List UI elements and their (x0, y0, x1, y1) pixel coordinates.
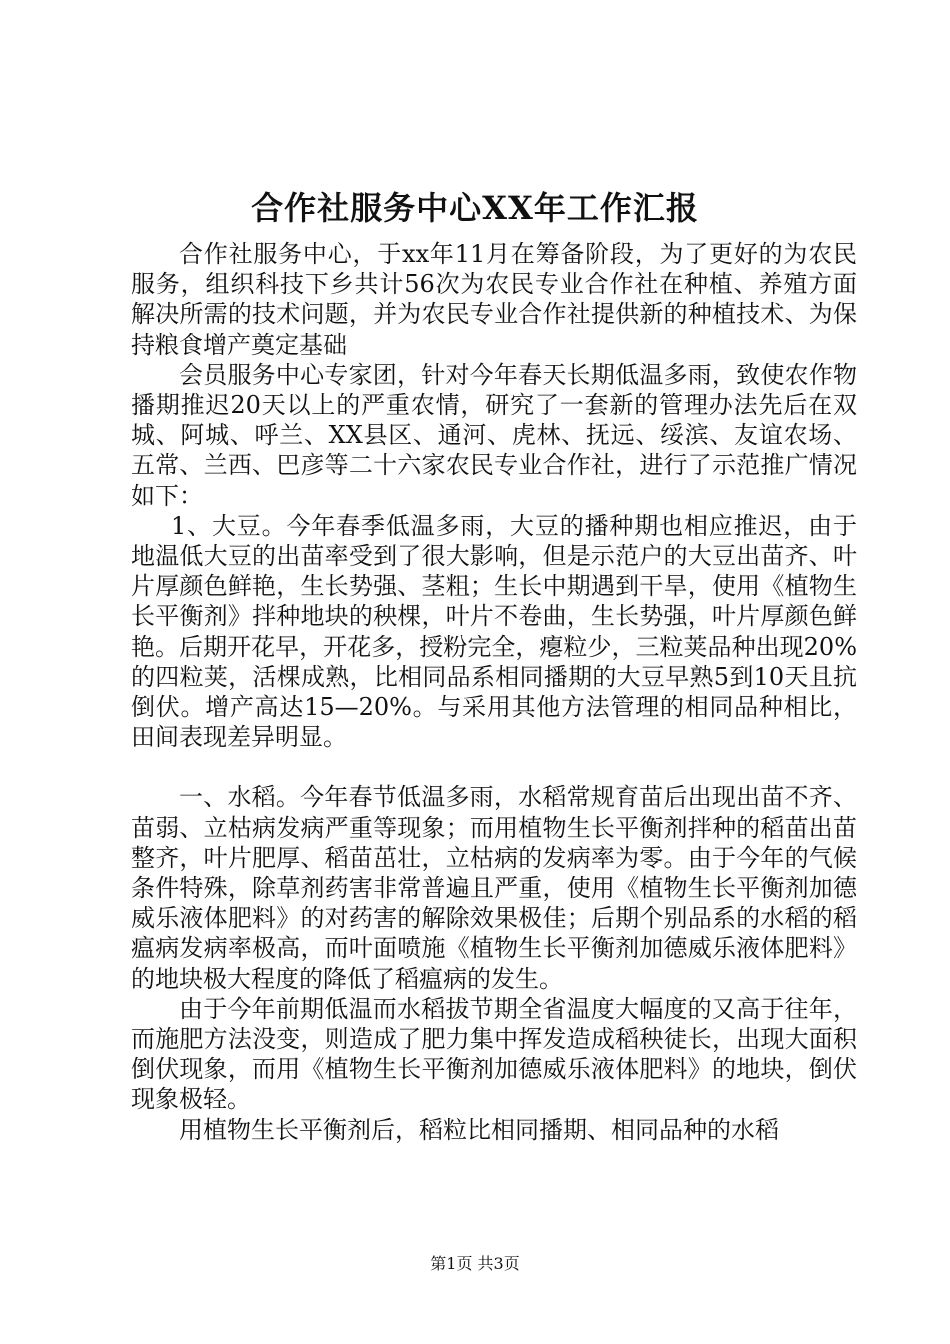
paragraph-gap (131, 752, 857, 782)
paragraph-expert-team: 会员服务中心专家团，针对今年春天长期低温多雨，致使农作物播期推迟20天以上的严重农情，研究了一套新的管理办法先后在双城、阿城、呼兰、XX县区、通河、虎林、抚远、绥滨、友谊农场、五常、兰西、巴彦等二十六家农民专业合作社，进行了示范推广情况如下： (131, 360, 857, 510)
paragraph-rice: 一、水稻。今年春节低温多雨，水稻常规育苗后出现出苗不齐、苗弱、立枯病发病严重等现象；而用植物生长平衡剂拌种的稻苗出苗整齐，叶片肥厚、稻苗茁壮，立枯病的发病率为零。由于今年的气候条件特殊，除草剂药害非常普遍且严重，使用《植物生长平衡剂加德威乐液体肥料》的对药害的解除效果极佳；后期个别品系的水稻的稻瘟病发病率极高，而叶面喷施《植物生长平衡剂加德威乐液体肥料》的地块极大程度的降低了稻瘟病的发生。 (131, 783, 857, 993)
paragraph-grain: 用植物生长平衡剂后，稻粒比相同播期、相同品种的水稻 (179, 1115, 779, 1144)
document-title: 合作社服务中心XX年工作汇报 (251, 189, 699, 227)
paragraph-lodging: 由于今年前期低温而水稻拔节期全省温度大幅度的又高于往年，而施肥方法没变，则造成了肥力集中挥发造成稻秧徒长，出现大面积倒伏现象，而用《植物生长平衡剂加德威乐液体肥料》的地块，倒伏现象极轻。 (131, 994, 857, 1114)
paragraph-soybean: 1、大豆。今年春季低温多雨，大豆的播种期也相应推迟，由于地温低大豆的出苗率受到了很大影响，但是示范户的大豆出苗齐、叶片厚颜色鲜艳，生长势强、茎粗；生长中期遇到干旱，使用《植物生长平衡剂》拌种地块的秧棵，叶片不卷曲，生长势强，叶片厚颜色鲜艳。后期开花早，开花多，授粉完全，瘪粒少，三粒荚品种出现20%的四粒荚，活棵成熟，比相同品系相同播期的大豆早熟5到10天且抗倒伏。增产高达15—20%。与采用其他方法管理的相同品种相比，田间表现差异明显。 (131, 511, 857, 752)
paragraph-intro: 合作社服务中心，于xx年11月在筹备阶段，为了更好的为农民服务，组织科技下乡共计56次为农民专业合作社在种植、养殖方面解决所需的技术问题，并为农民专业合作社提供新的种植技术、为保持粮食增产奠定基础 (131, 240, 857, 359)
document-body (131, 239, 857, 1145)
page-footer: 第1页 共3页 (430, 1254, 520, 1273)
